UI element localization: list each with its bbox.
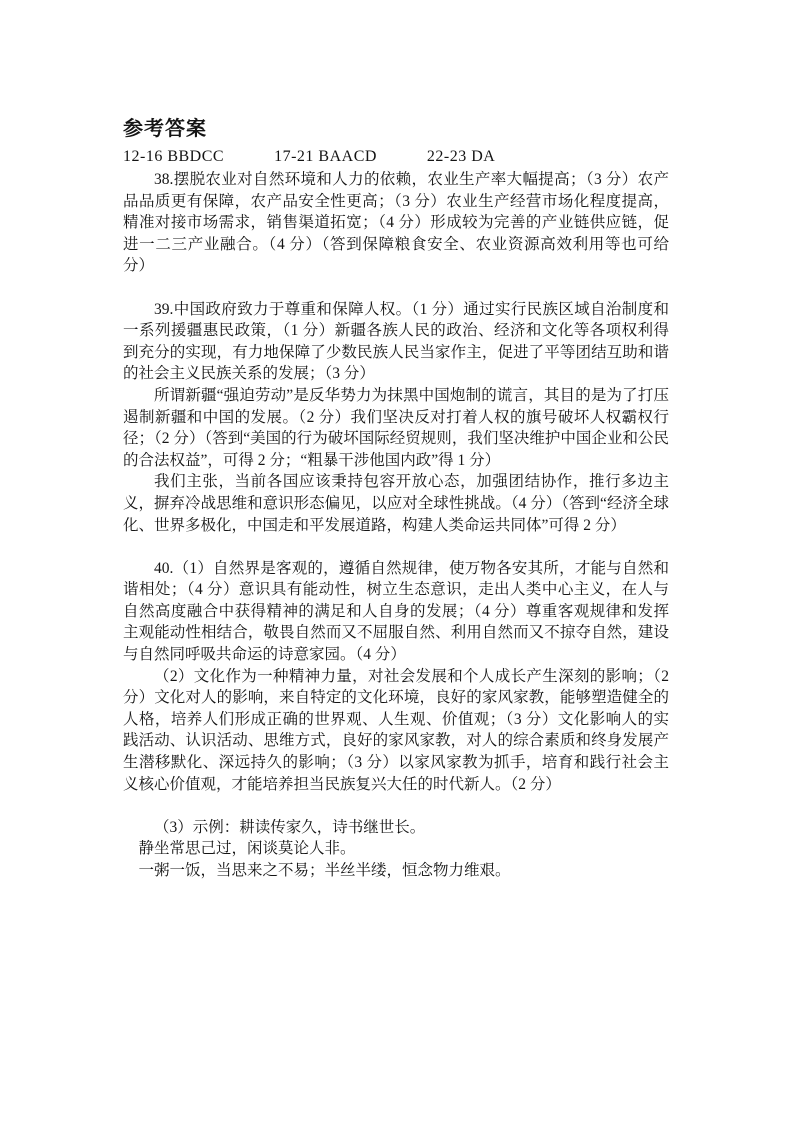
multiple-choice-answer-key	[123, 148, 669, 166]
paragraph-q40-part3-example: （3）示例：耕读传家久，诗书继世长。	[154, 818, 426, 836]
paragraph-q39-part1: 39.中国政府致力于尊重和保障人权。（1 分）通过实行民族区域自治制度和一系列援疆惠民政策，（1 分）新疆各族人民的政治、经济和文化等各项权利得到充分的实现，有力地保障了少数民族人民当家作主，促进了平等团结互助和谐的社会主义民族关系的发展；（3 分）	[123, 300, 669, 383]
paragraph-q39-part3: 我们主张，当前各国应该秉持包容开放心态，加强团结协作，推行多边主义，摒弃冷战思维和意识形态偏见，以应对全球性挑战。（4 分）（答到“经济全球化、世界多极化，中国走和平发展道路，构建人类命运共同体”可得 2 分）	[123, 473, 669, 534]
answer-key-item: 22-23 DA	[426, 148, 496, 165]
page-title: 参考答案	[123, 118, 207, 140]
paragraph-q40-part1: 40.（1）自然界是客观的，遵循自然规律，使万物各安其所，才能与自然和谐相处；（4 分）意识具有能动性，树立生态意识，走出人类中心主义，在人与自然高度融合中获得精神的满足和人自身的发展；（4 分）尊重客观规律和发挥主观能动性相结合，敬畏自然而又不屈服自然、利用自然而又不掠夺自然，建设与自然同呼吸共命运的诗意家园。（4 分）	[123, 559, 669, 664]
answer-key-item: 12-16 BBDCC	[123, 148, 225, 165]
paragraph-q40-part2: （2）文化作为一种精神力量，对社会发展和个人成长产生深刻的影响；（2 分）文化对人的影响，来自特定的文化环境，良好的家风家教，能够塑造健全的人格，培养人们形成正确的世界观、人生观、价值观；（3 分）文化影响人的实践活动、认识活动、思维方式，良好的家风家教，对人的综合素质和终身发展产生潜移默化、深远持久的影响；（3 分）以家风家教为抓手，培育和践行社会主义核心价值观，才能培养担当民族复兴大任的时代新人。（2 分）	[123, 667, 669, 793]
answer-key-item: 17-21 BAACD	[274, 148, 377, 165]
paragraph-q38: 38.摆脱农业对自然环境和人力的依赖，农业生产率大幅提高；（3 分）农产品品质更有保障，农产品安全性更高；（3 分）农业生产经营市场化程度提高，精准对接市场需求，销售渠道拓宽；（4 分）形成较为完善的产业链供应链，促进一二三产业融合。（4 分）（答到保障粮食安全、农业资源高效利用等也可给分）	[123, 171, 669, 275]
paragraph-q40-part3-line3: 一粥一饭，当思来之不易；半丝半缕，恒念物力维艰。	[138, 862, 511, 879]
paragraph-q40-part3-line2: 静坐常思己过，闲谈莫论人非。	[138, 840, 356, 858]
paragraph-q39-part2: 所谓新疆“强迫劳动”是反华势力为抹黑中国炮制的谎言，其目的是为了打压遏制新疆和中国的发展。（2 分）我们坚决反对打着人权的旗号破坏人权霸权行径；（2 分）（答到“美国的行为破坏国际经贸规则，我们坚决维护中国企业和公民的合法权益”，可得 2 分；“粗暴干涉他国内政”得 1 分）	[123, 386, 669, 469]
